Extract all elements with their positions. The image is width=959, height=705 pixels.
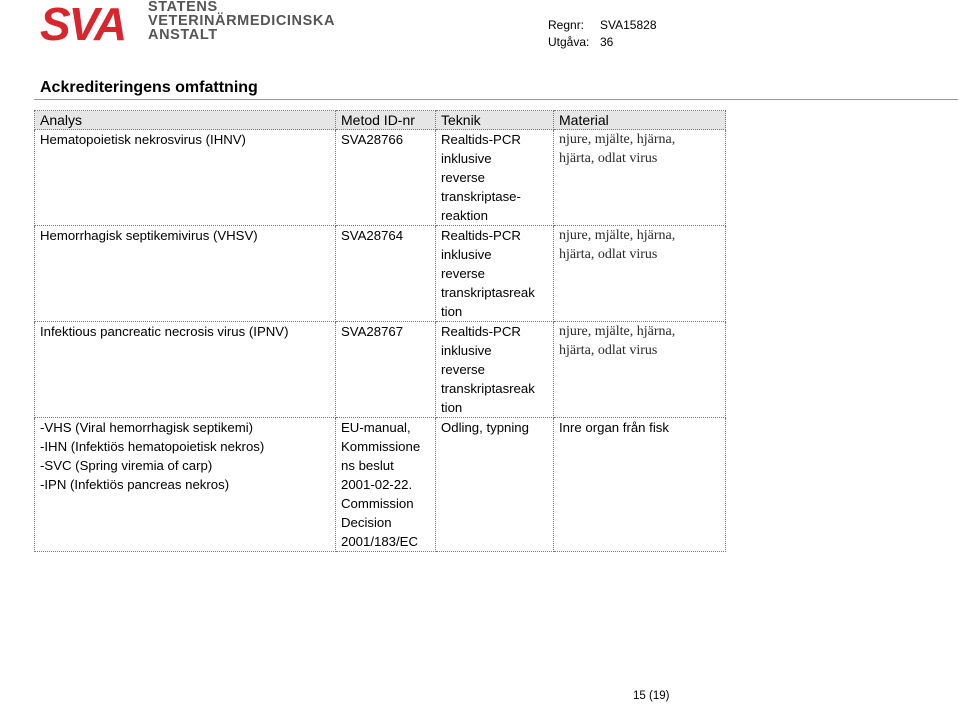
cell-line: njure, mjälte, hjärna, (559, 324, 676, 339)
cell-teknik (436, 418, 554, 552)
cell-metod (336, 226, 436, 322)
svg-text:SVA: SVA (40, 2, 126, 46)
cell-line: tion (441, 400, 463, 415)
cell-line: transkriptasreak (441, 285, 535, 300)
regnr-value: SVA15828 (600, 18, 657, 32)
cell-analys (35, 226, 336, 322)
cell-metod (336, 130, 436, 226)
cell-line: Realtids-PCR (441, 132, 521, 147)
col-header-metod: Metod ID-nr (336, 111, 436, 130)
cell-line: reverse (441, 266, 485, 281)
cell-line: 2001-02-22. (341, 477, 413, 492)
col-header-material: Material (554, 111, 726, 130)
cell-material (554, 226, 726, 322)
logo-line: ANSTALT (148, 27, 218, 43)
cell-line: -IHN (Infektiös hematopoietisk nekros) (40, 439, 265, 454)
cell-line: tion (441, 304, 463, 319)
cell-line: SVA28766 (341, 132, 404, 147)
scope-table (34, 110, 726, 552)
col-header-analys: Analys (35, 111, 336, 130)
cell-material (554, 130, 726, 226)
cell-line: -IPN (Infektiös pancreas nekros) (40, 477, 230, 492)
cell-line: njure, mjälte, hjärna, (559, 228, 676, 243)
cell-teknik (436, 130, 554, 226)
table-row (35, 418, 726, 552)
cell-line: -SVC (Spring viremia of carp) (40, 458, 213, 473)
cell-metod (336, 322, 436, 418)
cell-line: transkriptase- (441, 189, 521, 204)
cell-line: Odling, typning (441, 420, 529, 435)
cell-line: Realtids-PCR (441, 228, 521, 243)
divider (34, 99, 958, 100)
logo-line: VETERINÄRMEDICINSKA (148, 13, 336, 29)
logo-line: STATENS (148, 0, 218, 15)
cell-line: SVA28764 (341, 228, 404, 243)
table-body (35, 130, 726, 552)
cell-line: Commission (341, 496, 414, 511)
cell-analys (35, 130, 336, 226)
cell-line: EU-manual, (341, 420, 411, 435)
cell-line: SVA28767 (341, 324, 404, 339)
cell-line: Kommissione (341, 439, 421, 454)
table-header-row (35, 111, 726, 130)
cell-line: reaktion (441, 208, 488, 223)
cell-line: hjärta, odlat virus (559, 343, 658, 358)
utgava-label: Utgåva: (548, 35, 590, 49)
cell-line: Infektious pancreatic necrosis virus (IPNV) (40, 324, 289, 339)
cell-line: inklusive (441, 343, 492, 358)
cell-line: Realtids-PCR (441, 324, 521, 339)
logo-agency-name (148, 0, 335, 42)
cell-line: 2001/183/EC (341, 534, 418, 549)
cell-metod (336, 418, 436, 552)
cell-line: reverse (441, 170, 485, 185)
cell-line: ns beslut (341, 458, 394, 473)
cell-line: Hemorrhagisk septikemivirus (VHSV) (40, 228, 258, 243)
table-row (35, 322, 726, 418)
utgava-value: 36 (600, 35, 614, 49)
regnr-label: Regnr: (548, 18, 585, 32)
table-row (35, 226, 726, 322)
cell-analys (35, 322, 336, 418)
cell-line: inklusive (441, 247, 492, 262)
cell-line: Decision (341, 515, 392, 530)
cell-line: transkriptasreak (441, 381, 535, 396)
cell-line: inklusive (441, 151, 492, 166)
cell-line: Inre organ från fisk (559, 420, 669, 435)
cell-material (554, 418, 726, 552)
cell-line: Hematopoietisk nekrosvirus (IHNV) (40, 132, 246, 147)
cell-line: reverse (441, 362, 485, 377)
cell-line: -VHS (Viral hemorrhagisk septikemi) (40, 420, 254, 435)
cell-material (554, 322, 726, 418)
cell-teknik (436, 322, 554, 418)
cell-line: njure, mjälte, hjärna, (559, 132, 676, 147)
sva-wordmark (40, 2, 150, 46)
page-number: 15 (19) (633, 690, 670, 702)
cell-analys (35, 418, 336, 552)
cell-line: hjärta, odlat virus (559, 151, 658, 166)
document-meta (548, 17, 657, 51)
table-row (35, 130, 726, 226)
col-header-teknik: Teknik (436, 111, 554, 130)
cell-line: hjärta, odlat virus (559, 247, 658, 262)
page-title: Ackrediteringens omfattning (40, 79, 258, 96)
cell-teknik (436, 226, 554, 322)
